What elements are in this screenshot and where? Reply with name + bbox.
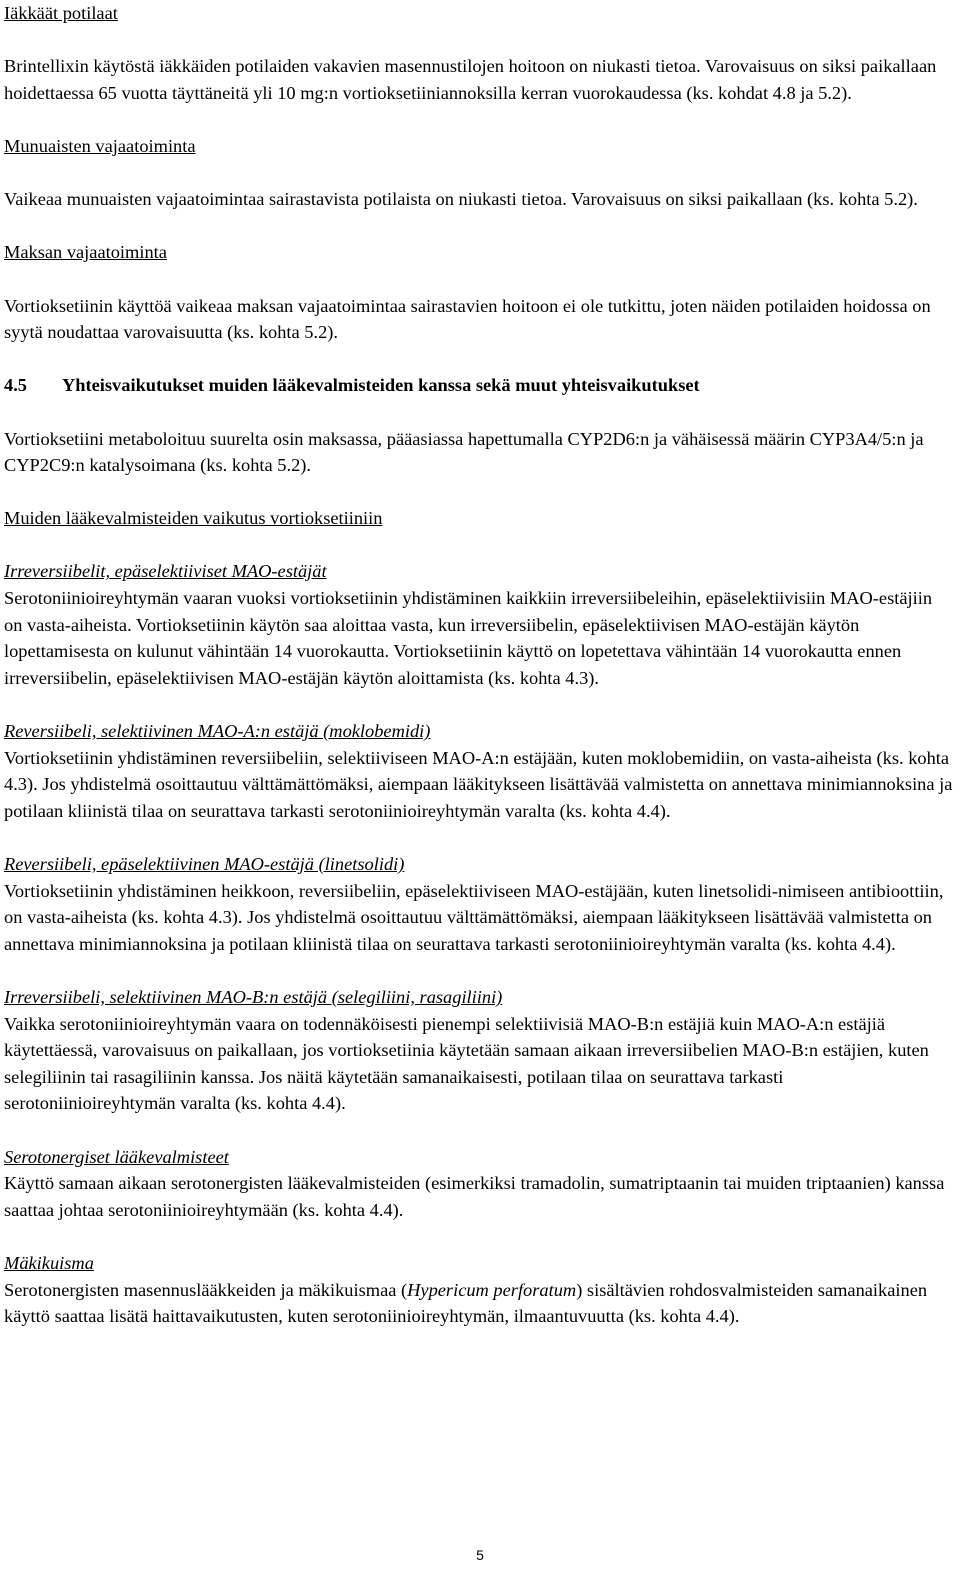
maoi-irreversible-heading: Irreversiibelit, epäselektiiviset MAO-estäjät <box>4 561 327 582</box>
maoa-reversible-paragraph: Vortioksetiinin yhdistäminen reversiibeliin, selektiiviseen MAO-A:n estäjään, kuten moklobemidiin, on vasta-aiheista (ks. kohta 4.3). Jos yhdistelmä osoittautuu välttämättömäksi, aiempaan lääkitykseen lisättävää valmistetta on annettava minimiannoksina ja potilaan kliinistä tilaa on seurattava tarkasti serotoniinioireyhtymän varalta (ks. kohta 4.4). <box>4 747 953 821</box>
serotonergic-paragraph: Käyttö samaan aikaan serotonergisten lääkevalmisteiden (esimerkiksi tramadolin, sumatriptaanin tai muiden triptaanien) kanssa saattaa johtaa serotoniinioireyhtymään (ks. kohta 4.4). <box>4 1173 945 1220</box>
stjohns-text-before: Serotonergisten masennuslääkkeiden ja mäkikuismaa ( <box>4 1279 408 1300</box>
serotonergic-heading: Serotonergiset lääkevalmisteet <box>4 1146 229 1167</box>
stjohns-heading: Mäkikuisma <box>4 1252 94 1273</box>
interactions-paragraph: Vortioksetiini metaboloituu suurelta osin maksassa, pääasiassa hapettumalla CYP2D6:n ja vähäisessä määrin CYP3A4/5:n ja CYP2C9:n katalysoimana (ks. kohta 5.2). <box>4 428 924 476</box>
section-title: Yhteisvaikutukset muiden lääkevalmisteiden kanssa sekä muut yhteisvaikutukset <box>62 375 700 396</box>
stjohns-text-after: ) sisältävien rohdosvalmisteiden samanaikainen käyttö saattaa lisätä haittavaikutusten, kuten serotoniinioireyhtymän, ilmaantuvuutta (ks. kohta 4.4). <box>4 1279 928 1327</box>
page-number: 5 <box>476 1547 484 1563</box>
stjohns-paragraph <box>4 1277 954 1330</box>
effect-subheading: Muiden lääkevalmisteiden vaikutus vortioksetiiniin <box>4 508 383 529</box>
maob-heading: Irreversiibeli, selektiivinen MAO-B:n estäjä (selegiliini, rasagiliini) <box>4 986 503 1007</box>
elderly-paragraph: Brintellixin käytöstä iäkkäiden potilaiden vakavien masennustilojen hoitoon on niukasti tietoa. Varovaisuus on siksi paikallaan hoidettaessa 65 vuotta täyttäneitä yli 10 mg:n vortioksetiiniannoksilla kerran vuorokaudessa (ks. kohdat 4.8 ja 5.2). <box>4 56 937 103</box>
section-number: 4.5 <box>4 375 27 396</box>
linezolid-paragraph: Vortioksetiinin yhdistäminen heikkoon, reversiibeliin, epäselektiiviseen MAO-estäjään, kuten linetsolidi-nimiseen antibioottiin, on vasta-aiheista (ks. kohta 4.3). Jos yhdistelmä osoittautuu välttämättömäksi, aiempaan lääkitykseen lisättävää valmistetta on annettava minimiannoksina ja potilaan kliinistä tilaa on seurattava tarkasti serotoniinioireyhtymän varalta (ks. kohta 4.4). <box>4 880 944 954</box>
section-4-5-heading <box>4 372 954 399</box>
maoi-irreversible-paragraph: Serotoniinioireyhtymän vaaran vuoksi vortioksetiinin yhdistäminen kaikkiin irreversiibeleihin, epäselektiivisiin MAO-estäjiin on vasta-aiheista. Vortioksetiinin käytön saa aloittaa vasta, kun irreversiibelin, epäselektiivisen MAO-estäjän käytön lopettamisesta on kulunut vähintään 14 vuorokautta. Vortioksetiinin käyttö on lopetettava vähintään 14 vuorokautta ennen irreversiibelin, epäselektiivisen MAO-estäjän käytön aloittamista (ks. kohta 4.3). <box>4 588 933 688</box>
maob-paragraph: Vaikka serotoniinioireyhtymän vaara on todennäköisesti pienempi selektiivisiä MAO-B:n estäjiä kuin MAO-A:n estäjiä käytettäessä, varovaisuus on paikallaan, jos vortioksetiinia käytetään samaan aikaan irreversiibelien MAO-B:n estäjien, kuten selegiliinin tai rasagiliinin kanssa. Jos näitä käytetään samanaikaisesti, potilaan tilaa on seurattava tarkasti serotoniinioireyhtymän varalta (ks. kohta 4.4). <box>4 1013 929 1114</box>
linezolid-heading: Reversiibeli, epäselektiivinen MAO-estäjä (linetsolidi) <box>4 854 405 874</box>
document-page <box>4 0 954 1330</box>
renal-paragraph: Vaikeaa munuaisten vajaatoimintaa sairastavista potilaista on niukasti tietoa. Varovaisuus on siksi paikallaan (ks. kohta 5.2). <box>4 189 918 210</box>
elderly-heading: Iäkkäät potilaat <box>4 3 118 23</box>
maoa-reversible-heading: Reversiibeli, selektiivinen MAO-A:n estäjä (moklobemidi) <box>4 721 431 742</box>
stjohns-latin-name: Hypericum perforatum <box>407 1279 577 1300</box>
hepatic-heading: Maksan vajaatoiminta <box>4 242 167 263</box>
hepatic-paragraph: Vortioksetiinin käyttöä vaikeaa maksan vajaatoimintaa sairastavien hoitoon ei ole tutkittu, joten näiden potilaiden hoidossa on syytä noudattaa varovaisuutta (ks. kohta 5.2). <box>4 295 931 343</box>
renal-heading: Munuaisten vajaatoiminta <box>4 135 196 156</box>
